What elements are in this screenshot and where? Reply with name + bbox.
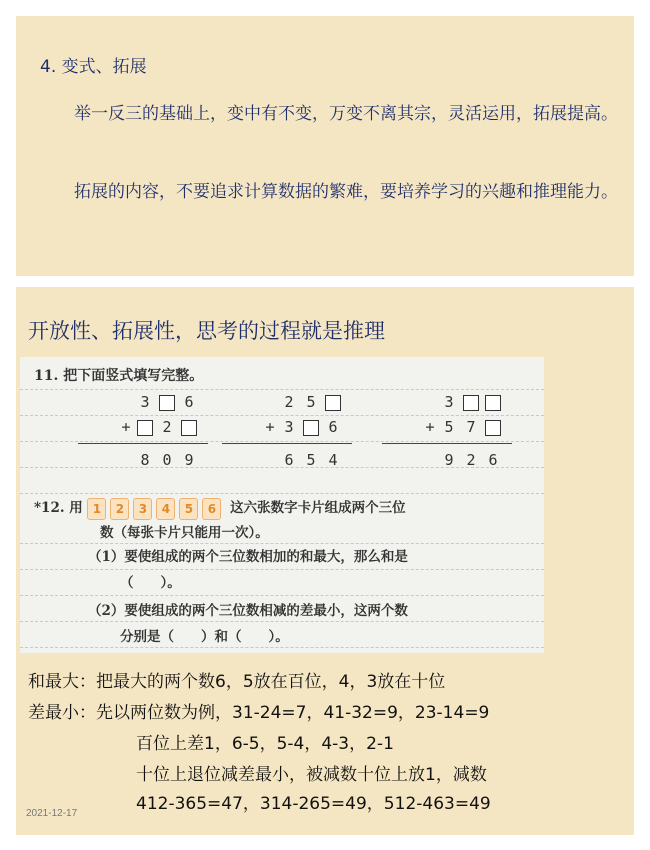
sum-line [382, 443, 512, 444]
blank-box[interactable] [303, 420, 319, 436]
question-12 [34, 495, 406, 521]
subquestion-1: （1）要使组成的两个三位数相加的和最大，那么和是 [88, 549, 408, 565]
vertical-addition-1 [78, 391, 208, 475]
answer-line-1: 和最大：把最大的两个数6，5放在百位，4，3放在十位 [28, 672, 446, 692]
paragraph-1: 举一反三的基础上，变中有不变，万变不离其宗，灵活运用，拓展提高。 [74, 104, 618, 124]
digit: 2 [284, 393, 294, 411]
digit: 9 [184, 451, 194, 469]
vertical-addition-2 [222, 391, 352, 475]
q12-suffix: 这六张数字卡片组成两个三位 [230, 500, 406, 516]
textbook-image [20, 357, 544, 653]
question-11: 11. 把下面竖式填写完整。 [34, 368, 204, 384]
slide-title: 开放性、拓展性，思考的过程就是推理 [28, 319, 385, 343]
digit: 3 [284, 418, 294, 436]
digit: 6 [184, 393, 194, 411]
number-card: 1 [87, 498, 106, 520]
sum-line [222, 443, 352, 444]
digit: 2 [162, 418, 172, 436]
number-card: 4 [156, 498, 175, 520]
date-stamp: 2021-12-17 [26, 808, 78, 819]
digit: 6 [328, 418, 338, 436]
blank-box[interactable] [137, 420, 153, 436]
paragraph-2: 拓展的内容，不要追求计算数据的繁难，要培养学习的兴趣和推理能力。 [74, 182, 618, 202]
q12-prefix: *12. 用 [34, 500, 83, 516]
slide-top [16, 16, 634, 276]
blank-box[interactable] [181, 420, 197, 436]
plus-sign: + [425, 418, 435, 436]
q12-continuation: 数（每张卡片只能用一次）。 [100, 525, 269, 541]
answer-line-4: 十位上退位减差最小，被减数十位上放1，减数 [136, 765, 487, 785]
vertical-addition-3 [382, 391, 512, 475]
number-card: 3 [133, 498, 152, 520]
digit: 0 [162, 451, 172, 469]
digit: 3 [444, 393, 454, 411]
sum-line [78, 443, 208, 444]
digit: 5 [306, 393, 316, 411]
number-card: 6 [202, 498, 221, 520]
plus-sign: + [121, 418, 131, 436]
answer-blank-1: （ ）。 [120, 575, 181, 591]
digit: 2 [466, 451, 476, 469]
digit: 6 [284, 451, 294, 469]
digit: 5 [306, 451, 316, 469]
blank-box[interactable] [485, 420, 501, 436]
digit: 5 [444, 418, 454, 436]
blank-box[interactable] [325, 395, 341, 411]
digit: 4 [328, 451, 338, 469]
answer-line-2: 差最小：先以两位数为例，31-24=7，41-32=9，23-14=9 [28, 703, 490, 723]
answer-line-3: 百位上差1，6-5，5-4，4-3，2-1 [136, 734, 394, 754]
number-card: 2 [110, 498, 129, 520]
subquestion-2: （2）要使组成的两个三位数相减的差最小，这两个数 [88, 603, 408, 619]
blank-box[interactable] [485, 395, 501, 411]
digit: 9 [444, 451, 454, 469]
digit: 6 [488, 451, 498, 469]
digit: 8 [140, 451, 150, 469]
blank-box[interactable] [159, 395, 175, 411]
answer-blank-2: 分别是（ ）和（ ）。 [120, 629, 289, 645]
digit: 3 [140, 393, 150, 411]
section-heading: 4. 变式、拓展 [40, 57, 147, 77]
blank-box[interactable] [463, 395, 479, 411]
digit: 7 [466, 418, 476, 436]
plus-sign: + [265, 418, 275, 436]
answer-line-5: 412-365=47，314-265=49，512-463=49 [136, 794, 491, 814]
slide-bottom [16, 287, 634, 835]
number-card: 5 [179, 498, 198, 520]
